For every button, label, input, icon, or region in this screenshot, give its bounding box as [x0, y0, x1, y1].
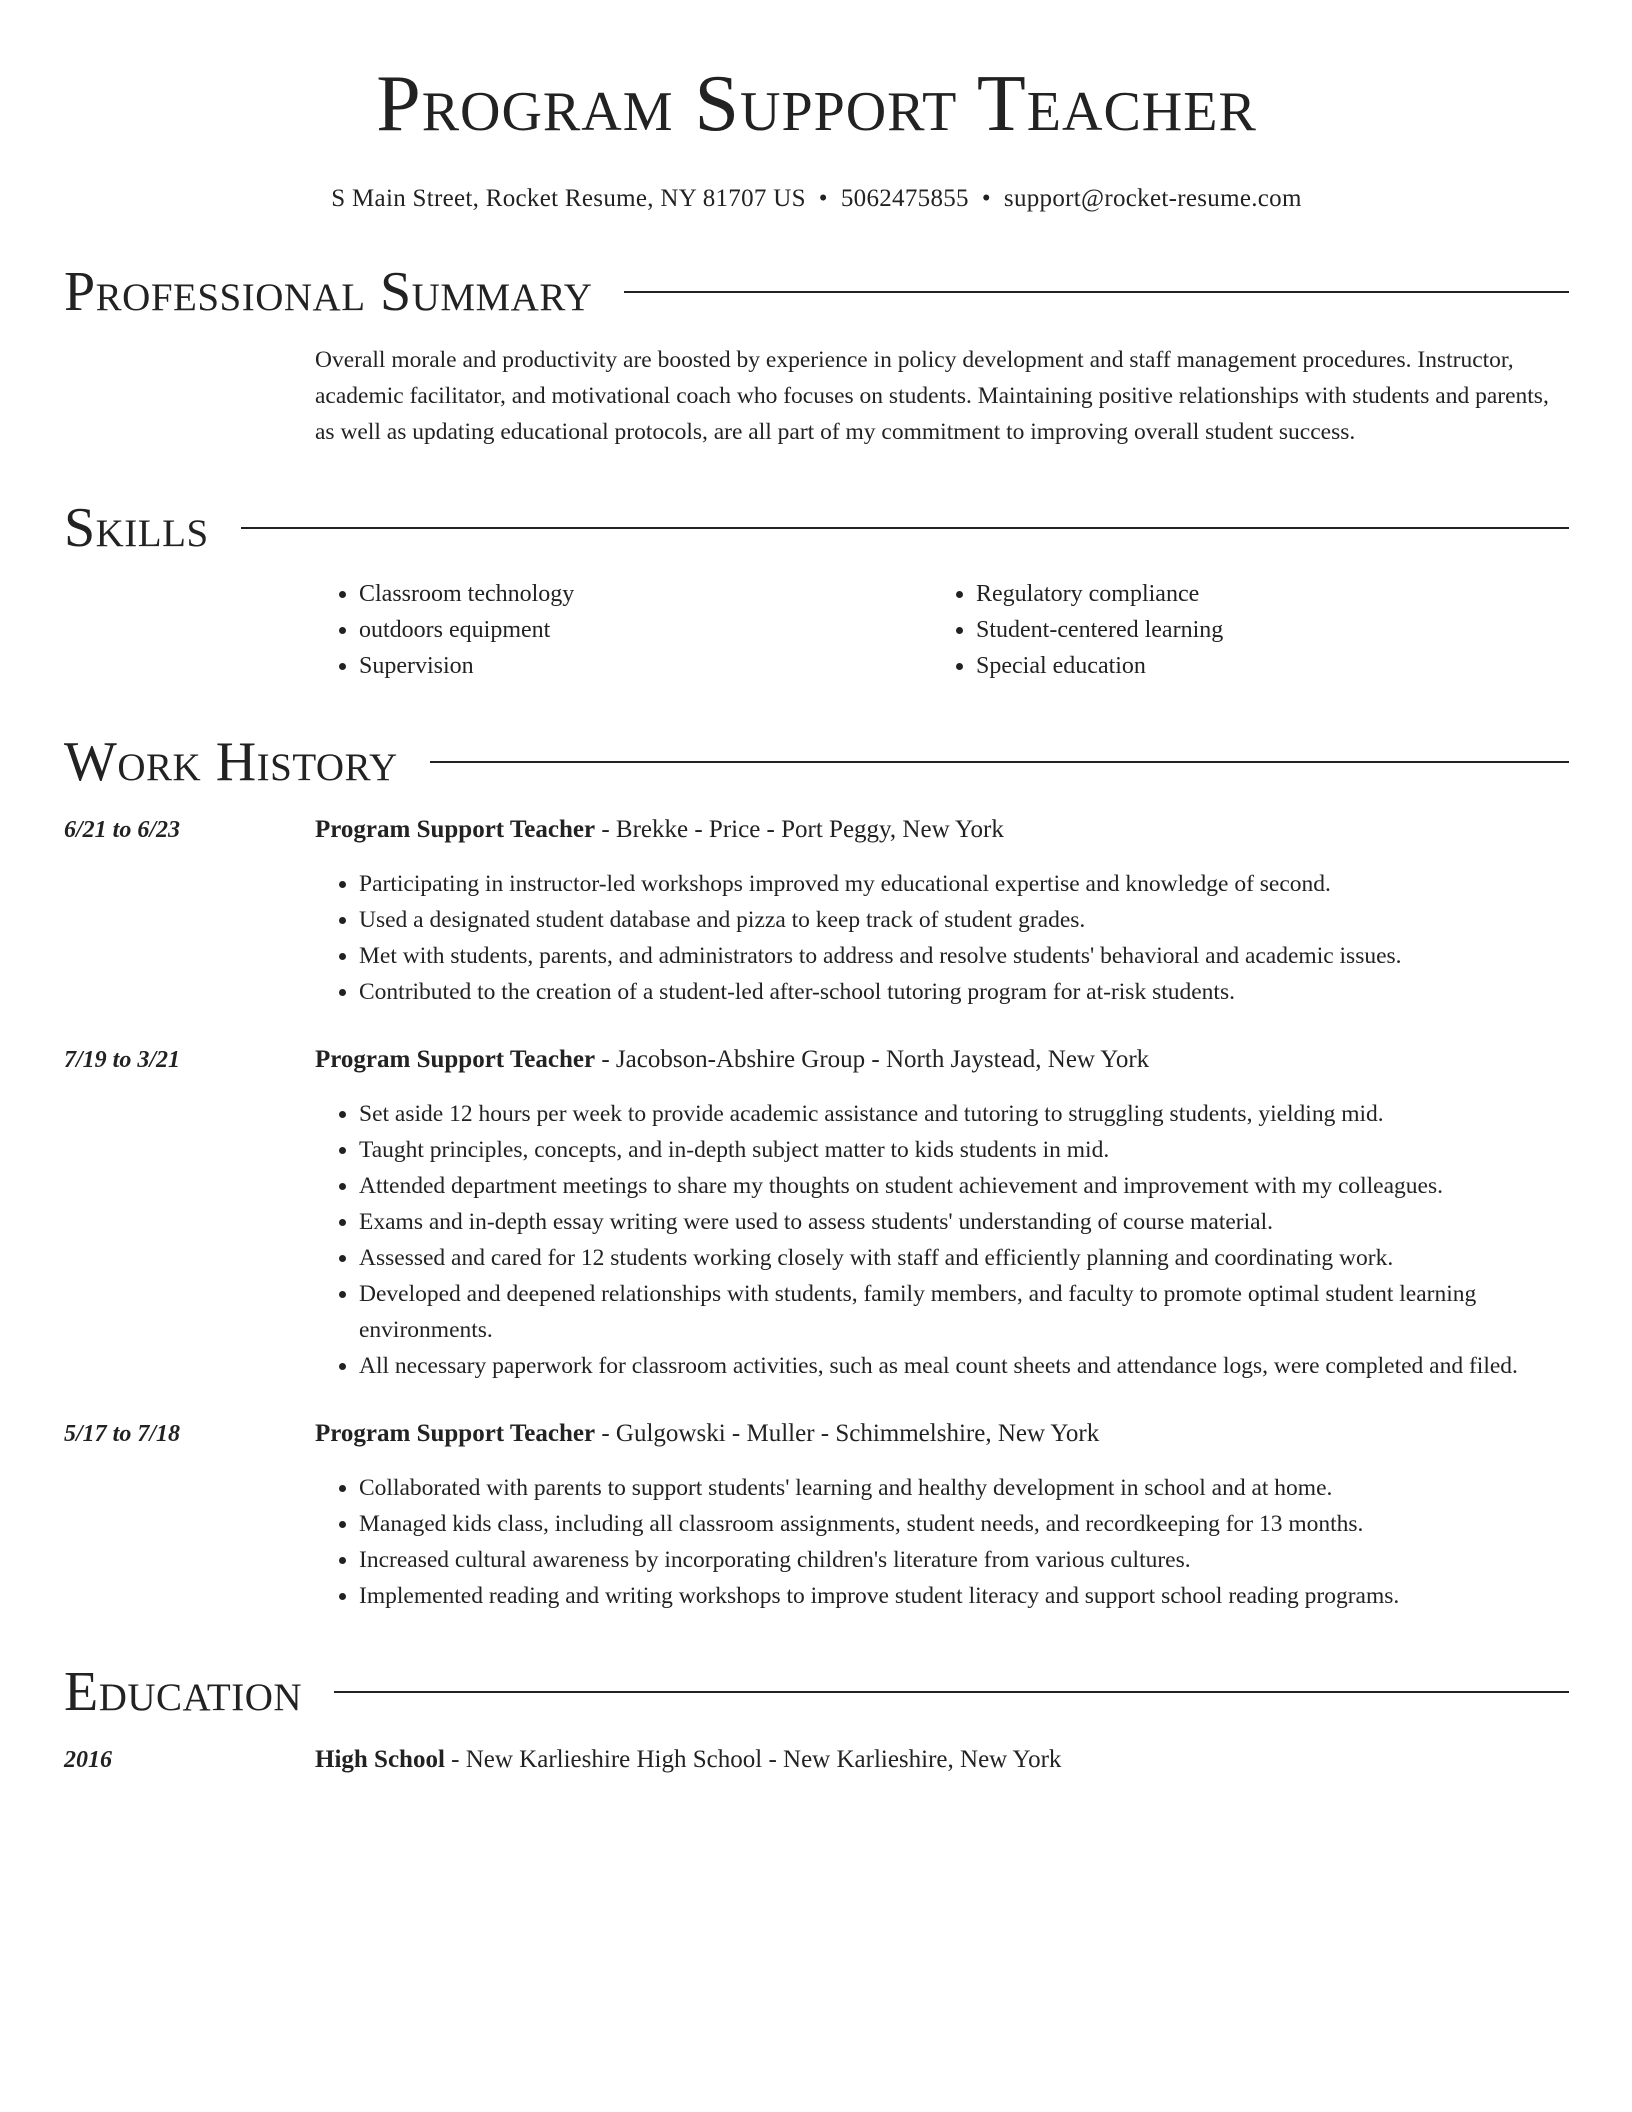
job-employer: - Jacobson-Abshire Group - North Jaystead, New York	[595, 1046, 1150, 1073]
education-section-header	[64, 1660, 1569, 1724]
job-title: Program Support Teacher	[315, 1420, 596, 1447]
skill-item: • Regulatory compliance	[976, 576, 1549, 612]
skills-list	[315, 576, 1569, 684]
education-degree: High School	[315, 1746, 445, 1773]
skills-column-right	[932, 576, 1549, 684]
work-heading: Work History	[64, 731, 398, 793]
job-bullet: • Exams and in-depth essay writing were used to assess students' understanding of course material.	[359, 1204, 1569, 1240]
job-dates: 5/17 to 7/18	[64, 1421, 181, 1447]
job-bullet: • Set aside 12 hours per week to provide academic assistance and tutoring to struggling students, yielding mid.	[359, 1096, 1569, 1132]
job-employer: - Brekke - Price - Port Peggy, New York	[595, 816, 1004, 843]
contact-phone: 5062475855	[840, 185, 969, 212]
job-bullet: • Increased cultural awareness by incorporating children's literature from various cultures.	[359, 1542, 1569, 1578]
job-title: Program Support Teacher	[315, 816, 596, 843]
summary-heading: Professional Summary	[64, 261, 593, 323]
job-bullet: • Used a designated student database and pizza to keep track of student grades.	[359, 902, 1569, 938]
job-details	[315, 1042, 1569, 1384]
job-bullet: • Met with students, parents, and administrators to address and resolve students' behavioral and academic issues.	[359, 938, 1569, 974]
job-bullet: • Managed kids class, including all classroom assignments, student needs, and recordkeeping for 13 months.	[359, 1506, 1569, 1542]
contact-email: support@rocket-resume.com	[1003, 185, 1302, 212]
job-bullet: • Developed and deepened relationships with students, family members, and faculty to promote optimal student learning environments.	[359, 1276, 1569, 1348]
contact-line	[64, 184, 1569, 214]
section-divider	[334, 1691, 1569, 1693]
skill-item: • Student-centered learning	[976, 612, 1549, 648]
job-bullet: • Assessed and cared for 12 students working closely with staff and efficiently planning and coordinating work.	[359, 1240, 1569, 1276]
job-dates: 7/19 to 3/21	[64, 1047, 181, 1073]
summary-text: Overall morale and productivity are boosted by experience in policy development and staff management procedures. Instructor, academic facilitator, and motivational coach who focuses on students. Maintaining positive relationships with students and parents, as well as updating educational protocols, are all part of my commitment to improving overall student success.	[315, 347, 1549, 445]
job-entry	[64, 812, 1569, 1010]
job-bullet: • All necessary paperwork for classroom activities, such as meal count sheets and attendance logs, were completed and filed.	[359, 1348, 1569, 1384]
skills-column-left	[315, 576, 932, 684]
job-title-line	[315, 1042, 1569, 1078]
contact-separator: •	[981, 185, 991, 212]
skill-item: • Special education	[976, 648, 1549, 684]
education-details	[315, 1742, 1569, 1778]
job-details	[315, 812, 1569, 1010]
job-bullet: • Attended department meetings to share my thoughts on student achievement and improvement with my colleagues.	[359, 1168, 1569, 1204]
job-title: Program Support Teacher	[315, 1046, 596, 1073]
section-divider	[624, 291, 1569, 293]
skills-heading: Skills	[64, 497, 209, 559]
job-details	[315, 1416, 1569, 1614]
education-school: - New Karlieshire High School - New Karlieshire, New York	[444, 1746, 1062, 1773]
skill-item: • Supervision	[359, 648, 932, 684]
job-dates: 6/21 to 6/23	[64, 817, 181, 843]
education-heading: Education	[64, 1661, 303, 1723]
section-divider	[430, 761, 1569, 763]
job-bullets	[315, 1470, 1569, 1614]
contact-address: S Main Street, Rocket Resume, NY 81707 US	[331, 185, 806, 212]
education-entry	[64, 1742, 1569, 1778]
contact-separator: •	[818, 185, 828, 212]
section-divider	[241, 527, 1569, 529]
skills-section-header	[64, 496, 1569, 560]
work-section-header	[64, 730, 1569, 794]
job-bullets	[315, 866, 1569, 1010]
job-bullets	[315, 1096, 1569, 1384]
job-bullet: • Implemented reading and writing workshops to improve student literacy and support school reading programs.	[359, 1578, 1569, 1614]
job-entry	[64, 1042, 1569, 1384]
summary-section-header	[64, 260, 1569, 324]
education-year: 2016	[64, 1747, 112, 1773]
skill-item: • Classroom technology	[359, 576, 932, 612]
skill-item: • outdoors equipment	[359, 612, 932, 648]
job-employer: - Gulgowski - Muller - Schimmelshire, New York	[595, 1420, 1100, 1447]
job-title-line	[315, 812, 1569, 848]
job-bullet: • Contributed to the creation of a student-led after-school tutoring program for at-risk students.	[359, 974, 1569, 1010]
resume-title: Program Support Teacher	[376, 60, 1257, 148]
job-entry	[64, 1416, 1569, 1614]
job-bullet: • Participating in instructor-led workshops improved my educational expertise and knowledge of second.	[359, 866, 1569, 902]
job-title-line	[315, 1416, 1569, 1452]
job-bullet: • Collaborated with parents to support students' learning and healthy development in school and at home.	[359, 1470, 1569, 1506]
job-bullet: • Taught principles, concepts, and in-depth subject matter to kids students in mid.	[359, 1132, 1569, 1168]
